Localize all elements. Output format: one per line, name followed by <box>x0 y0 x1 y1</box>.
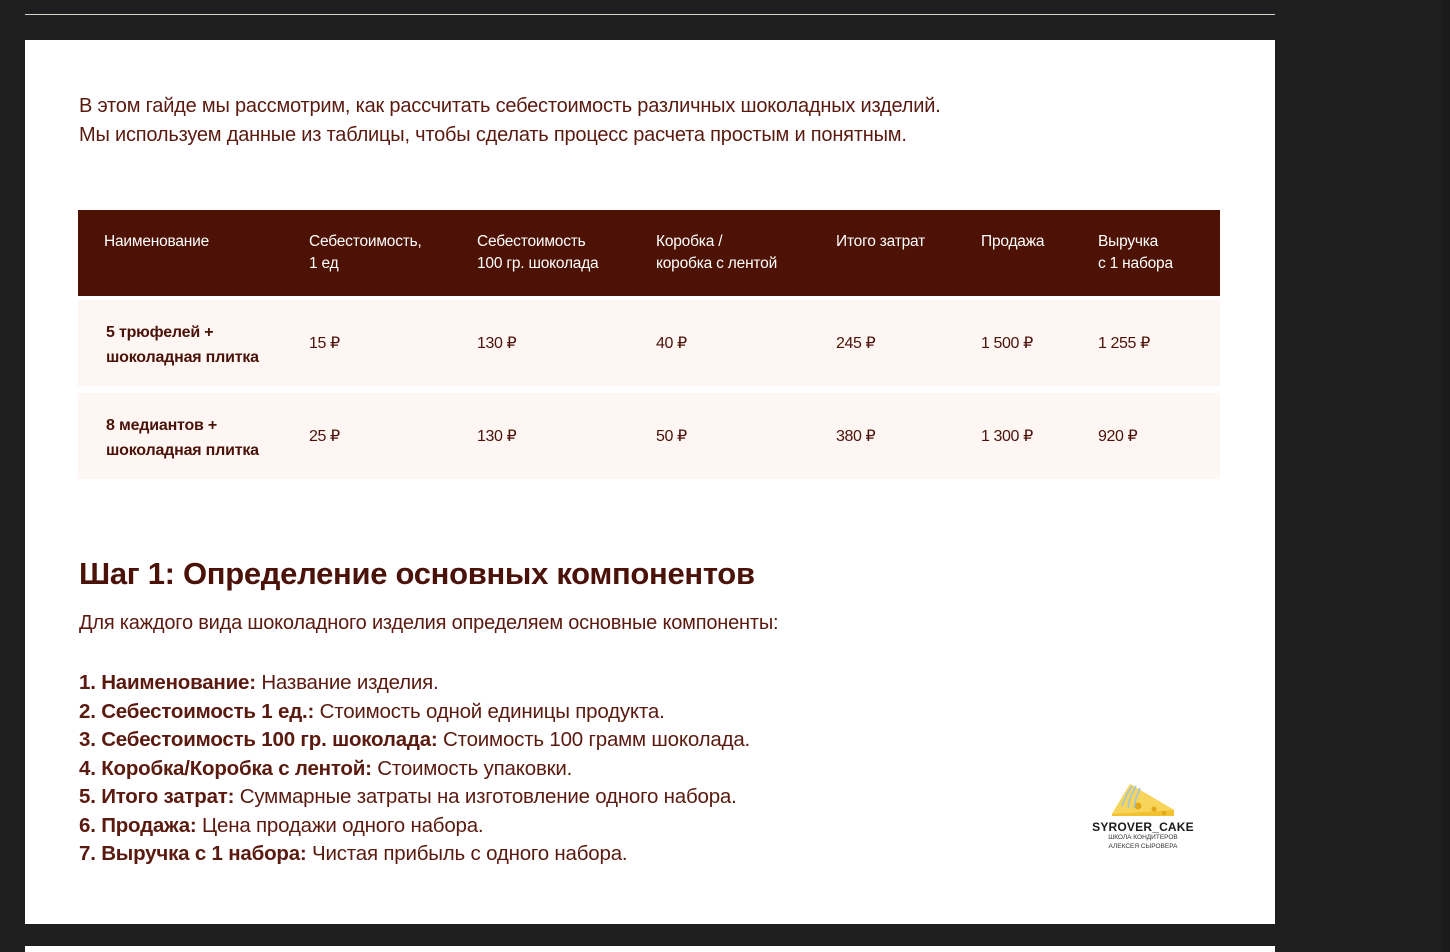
next-page-edge <box>25 946 1275 952</box>
step-1-lead: Для каждого вида шоколадного изделия определяем основные компоненты: <box>79 612 779 634</box>
intro-paragraph <box>79 92 1179 149</box>
header-cost-chocolate: Себестоимость 100 гр. шоколада <box>477 233 599 272</box>
cell-total: 245 ₽ <box>836 335 876 352</box>
school-logo <box>1083 780 1203 851</box>
logo-subtitle-1: ШКОЛА КОНДИТЕРОВ <box>1108 834 1178 841</box>
cell-cost-chocolate: 130 ₽ <box>477 428 517 445</box>
list-item: 6. Продажа: Цена продажи одного набора. <box>79 813 484 837</box>
header-cost-unit: Себестоимость, 1 ед <box>309 233 422 272</box>
cell-revenue: 920 ₽ <box>1098 428 1138 445</box>
table-header <box>78 210 1220 296</box>
table-row <box>78 393 1220 479</box>
cell-sale: 1 500 ₽ <box>981 335 1033 352</box>
previous-page-edge <box>25 14 1275 15</box>
cell-cost-unit: 15 ₽ <box>309 335 340 352</box>
cell-box: 40 ₽ <box>656 335 687 352</box>
list-item: 7. Выручка с 1 набора: Чистая прибыль с одного набора. <box>79 842 628 865</box>
row-name: 8 медиантов + шоколадная плитка <box>106 417 259 459</box>
header-box: Коробка / коробка с лентой <box>656 233 778 272</box>
header-total: Итого затрат <box>836 233 926 250</box>
cell-cost-chocolate: 130 ₽ <box>477 335 517 352</box>
scrollbar[interactable] <box>1442 0 1450 952</box>
list-item: 3. Себестоимость 100 гр. шоколада: Стоимость 100 грамм шоколада. <box>79 728 751 751</box>
list-item: 2. Себестоимость 1 ед.: Стоимость одной единицы продукта. <box>79 699 665 723</box>
document-page <box>25 40 1275 924</box>
header-name: Наименование <box>104 233 210 250</box>
list-item: 5. Итого затрат: Суммарные затраты на изготовление одного набора. <box>79 785 737 808</box>
table-row <box>78 300 1220 386</box>
cell-cost-unit: 25 ₽ <box>309 428 340 445</box>
cell-revenue: 1 255 ₽ <box>1098 335 1150 352</box>
intro-line-2: Мы используем данные из таблицы, чтобы сделать процесс расчета простым и понятным. <box>79 123 907 146</box>
logo-subtitle-2: АЛЕКСЕЯ СЫРОВЕРА <box>1108 842 1178 850</box>
step-1-title: Шаг 1: Определение основных компонентов <box>79 556 755 591</box>
cost-table <box>78 210 1220 479</box>
header-sale: Продажа <box>981 233 1045 250</box>
cheese-icon <box>1108 780 1178 818</box>
logo-name: SYROVER_CAKE <box>1092 820 1194 834</box>
list-item: 1. Наименование: Название изделия. <box>79 671 439 694</box>
cell-total: 380 ₽ <box>836 428 876 445</box>
header-revenue: Выручка с 1 набора <box>1098 233 1173 272</box>
intro-line-1: В этом гайде мы рассмотрим, как рассчитать себестоимость различных шоколадных изделий. <box>79 95 941 117</box>
components-list <box>79 669 750 869</box>
row-name: 5 трюфелей + шоколадная плитка <box>106 324 259 366</box>
list-item: 4. Коробка/Коробка с лентой: Стоимость упаковки. <box>79 756 573 780</box>
cell-box: 50 ₽ <box>656 428 687 445</box>
cell-sale: 1 300 ₽ <box>981 428 1033 445</box>
